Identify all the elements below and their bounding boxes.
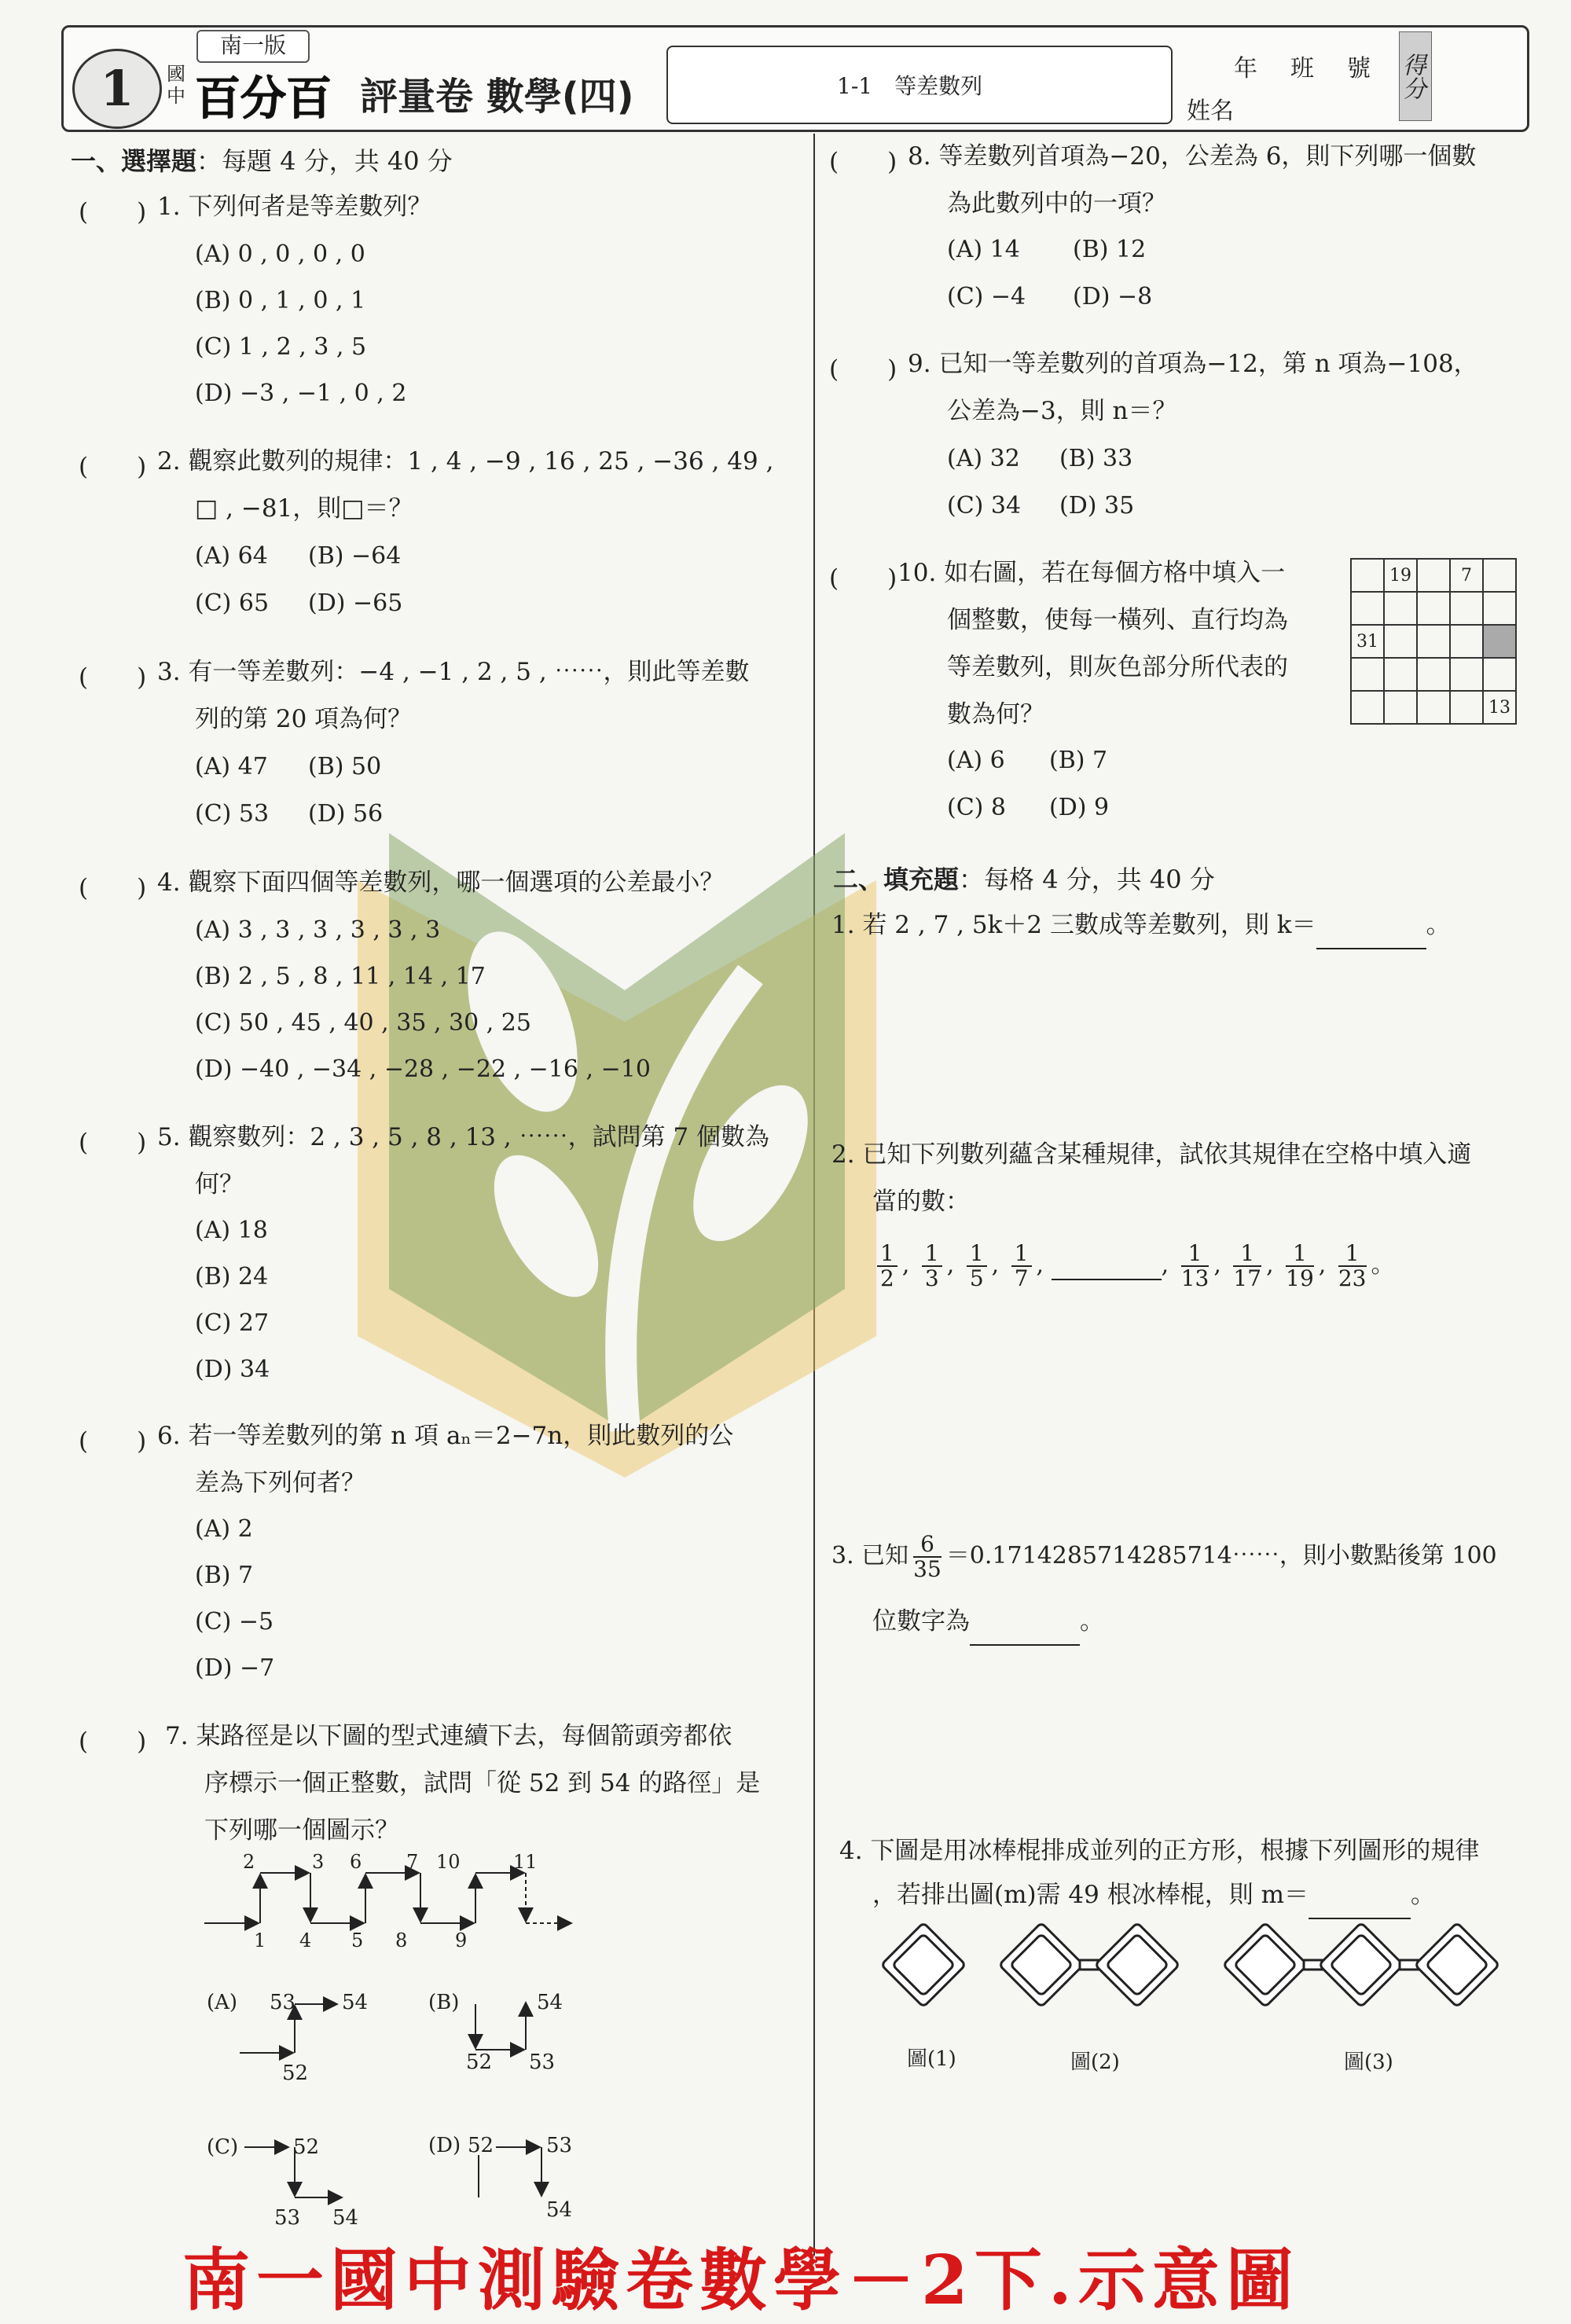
question-8: 8. 等差數列首項為−20，公差為 6，則下列哪一個數 <box>908 142 1477 171</box>
q3-option-c[interactable]: (C) 53 <box>195 800 270 828</box>
answer-paren[interactable]: ( ) <box>79 1727 147 1756</box>
publisher-badge <box>196 30 310 63</box>
question-1: 1. 下列何者是等差數列？ <box>157 193 432 221</box>
q5-option-b[interactable]: (B) 24 <box>195 1263 269 1290</box>
q10-option-b[interactable]: (B) 7 <box>1049 747 1108 774</box>
fill-2-blank[interactable] <box>1052 1251 1162 1280</box>
question-5-line2: 何？ <box>195 1170 244 1199</box>
q7-label: 5 <box>351 1929 364 1951</box>
svg-text:(A): (A) <box>207 1991 238 2014</box>
class-fields: 年 班 號 <box>1234 55 1375 83</box>
q1-option-b[interactable]: (B) 0 , 1 , 0 , 1 <box>195 287 366 314</box>
q8-option-d[interactable]: (D) −8 <box>1073 283 1153 310</box>
answer-paren[interactable]: ( ) <box>829 564 897 593</box>
svg-text:54: 54 <box>546 2198 573 2222</box>
q4-option-d[interactable]: (D) −40 , −34 , −28 , −22 , −16 , −10 <box>195 1056 651 1083</box>
question-7-line3: 下列哪一個圖示？ <box>204 1816 399 1845</box>
q7-label: 9 <box>455 1929 468 1951</box>
q7-label: 11 <box>513 1851 538 1873</box>
question-3-line2: 列的第 20 項為何？ <box>195 705 413 733</box>
q7-label: 3 <box>312 1851 325 1873</box>
question-10-line2: 個整數，使每一橫列、直行均為 <box>947 606 1288 634</box>
question-10: 10. 如右圖，若在每個方格中填入一 <box>897 559 1286 587</box>
q6-option-d[interactable]: (D) −7 <box>195 1654 275 1682</box>
q5-option-a[interactable]: (A) 18 <box>195 1217 268 1244</box>
svg-text:54: 54 <box>537 1991 563 2014</box>
fig-label: 圖(3) <box>1344 2050 1393 2074</box>
section1-heading: 一、選擇題：每題 4 分，共 40 分 <box>71 146 453 176</box>
fill-3: 3. 已知 $\frac{6}{35}$ ＝0.1714285714285714⋯⋯，則小數點後第 100 <box>831 1531 1497 1582</box>
q9-option-d[interactable]: (D) 35 <box>1059 492 1135 520</box>
q2-option-d[interactable]: (D) −65 <box>308 589 403 617</box>
question-2-line2: □ , −81，則□＝？ <box>195 494 413 523</box>
fill-3-line2: 位數字為 。 <box>872 1599 1104 1646</box>
question-9: 9. 已知一等差數列的首項為−12，第 n 項為−108， <box>908 350 1478 378</box>
q5-option-d[interactable]: (D) 34 <box>195 1356 270 1383</box>
svg-text:54: 54 <box>342 1991 369 2014</box>
q7-label: 4 <box>299 1929 312 1951</box>
q7-label: 8 <box>395 1929 408 1951</box>
q7-path-figure <box>200 1851 578 1953</box>
fill-4-line2: ，若排出圖(m)需 49 根冰棒棍，則 m＝ 。 <box>872 1872 1435 1919</box>
q10-grid: 19 7 31 13 <box>1350 558 1517 725</box>
lesson-title: 1-1 等差數列 <box>837 73 983 99</box>
q7-label: 6 <box>350 1851 362 1873</box>
svg-text:53: 53 <box>529 2050 556 2074</box>
fill-4-blank[interactable] <box>1309 1872 1411 1919</box>
svg-text:52: 52 <box>468 2134 494 2157</box>
svg-text:(C): (C) <box>207 2135 239 2159</box>
question-10-line4: 數為何？ <box>947 700 1044 729</box>
series-logo: 百分百 <box>195 72 332 125</box>
svg-text:53: 53 <box>546 2134 573 2157</box>
answer-paren[interactable]: ( ) <box>829 148 897 176</box>
q5-option-c[interactable]: (C) 27 <box>195 1309 270 1337</box>
q10-option-a[interactable]: (A) 6 <box>947 747 1005 774</box>
fill-3-blank[interactable] <box>970 1599 1080 1646</box>
q6-option-a[interactable]: (A) 2 <box>195 1515 253 1543</box>
svg-text:52: 52 <box>282 2061 309 2085</box>
q3-option-a[interactable]: (A) 47 <box>195 753 268 780</box>
fill-1: 1. 若 2 , 7 , 5k＋2 三數成等差數列，則 k＝ 。 <box>831 902 1451 949</box>
q4-option-a[interactable]: (A) 3 , 3 , 3 , 3 , 3 , 3 <box>195 916 441 944</box>
q8-option-b[interactable]: (B) 12 <box>1073 236 1147 263</box>
svg-text:(D): (D) <box>428 2134 461 2157</box>
question-9-line2: 公差為−3，則 n＝？ <box>947 397 1177 425</box>
fill-2-line2: 當的數： <box>872 1188 970 1216</box>
q7-label: 2 <box>243 1851 255 1873</box>
question-6: 6. 若一等差數列的第 n 項 aₙ＝2−7n，則此數列的公 <box>157 1422 734 1450</box>
q6-option-b[interactable]: (B) 7 <box>195 1562 254 1589</box>
q10-option-c[interactable]: (C) 8 <box>947 794 1006 821</box>
answer-paren[interactable]: ( ) <box>79 663 147 692</box>
q4-option-b[interactable]: (B) 2 , 5 , 8 , 11 , 14 , 17 <box>195 963 486 990</box>
q9-option-c[interactable]: (C) 34 <box>947 492 1022 520</box>
q3-option-b[interactable]: (B) 50 <box>308 753 382 780</box>
fill-2: 2. 已知下列數列蘊含某種規律，試依其規律在空格中填入適 <box>831 1140 1472 1169</box>
q4-option-c[interactable]: (C) 50 , 45 , 40 , 35 , 30 , 25 <box>195 1009 531 1037</box>
q7-label: 7 <box>406 1851 419 1873</box>
title-main: 評量卷 數學(四) <box>360 75 634 119</box>
answer-paren[interactable]: ( ) <box>79 198 147 226</box>
fill-4: 4. 下圖是用冰棒棍排成並列的正方形，根據下列圖形的規律 <box>839 1837 1480 1865</box>
svg-text:53: 53 <box>270 1991 296 2014</box>
question-6-line2: 差為下列何者？ <box>195 1469 365 1497</box>
name-label: 姓名 <box>1187 97 1234 125</box>
question-5: 5. 觀察數列：2 , 3 , 5 , 8 , 13 , ⋯⋯，試問第 7 個數為 <box>157 1123 770 1151</box>
answer-paren[interactable]: ( ) <box>829 355 897 384</box>
answer-paren[interactable]: ( ) <box>79 874 147 902</box>
fig-label: 圖(2) <box>1070 2050 1120 2074</box>
answer-paren[interactable]: ( ) <box>79 1129 147 1157</box>
section2-heading: 二、填充題：每格 4 分，共 40 分 <box>833 865 1215 894</box>
volume-badge <box>72 49 162 129</box>
volume-no: 1 <box>100 60 134 117</box>
gray-cell <box>1483 625 1516 658</box>
question-10-line3: 等差數列，則灰色部分所代表的 <box>947 653 1288 681</box>
question-7-line2: 序標示一個正整數，試問「從 52 到 54 的路徑」是 <box>204 1769 761 1797</box>
publisher: 南一版 <box>219 32 286 58</box>
q9-option-b[interactable]: (B) 33 <box>1059 445 1133 472</box>
footer-caption: 南一國中測驗卷數學－2下.示意圖 <box>182 2241 1300 2320</box>
q1-option-d[interactable]: (D) −3 , −1 , 0 , 2 <box>195 380 407 407</box>
question-8-line2: 為此數列中的一項？ <box>947 189 1166 218</box>
q9-option-a[interactable]: (A) 32 <box>947 445 1020 472</box>
fill-1-blank[interactable] <box>1316 902 1426 949</box>
q10-option-d[interactable]: (D) 9 <box>1049 794 1110 821</box>
q2-option-a[interactable]: (A) 64 <box>195 542 268 570</box>
fill-2-sequence: $\frac{1}{2}$ , $\frac{1}{3}$ , $\frac{1}{5}$ , $\frac{1}{7}$ , , $\frac{1}{13}$ , $\frac{1}{17}$ , $\frac{1}{19}$ , $\frac{1}{23}$ 。 <box>872 1242 1395 1290</box>
question-7: 7. 某路徑是以下圖的型式連續下去，每個箭頭旁都依 <box>165 1722 732 1750</box>
fig-label: 圖(1) <box>907 2047 956 2071</box>
q3-option-d[interactable]: (D) 56 <box>308 800 384 828</box>
svg-text:53: 53 <box>274 2206 301 2230</box>
q6-option-c[interactable]: (C) −5 <box>195 1608 274 1636</box>
q7-options-figure[interactable] <box>200 1981 609 2240</box>
school-level: 國中 <box>167 63 185 107</box>
popsicle-figure <box>872 1918 1548 2091</box>
q7-label: 10 <box>436 1851 461 1873</box>
q8-option-a[interactable]: (A) 14 <box>947 236 1020 263</box>
svg-text:54: 54 <box>332 2206 359 2230</box>
svg-text:52: 52 <box>466 2050 493 2074</box>
score-box: 得分 <box>1399 31 1432 121</box>
q1-option-c[interactable]: (C) 1 , 2 , 3 , 5 <box>195 333 367 361</box>
question-4: 4. 觀察下面四個等差數列，哪一個選項的公差最小？ <box>157 868 725 897</box>
q1-option-a[interactable]: (A) 0 , 0 , 0 , 0 <box>195 240 365 268</box>
q7-label: 1 <box>254 1929 266 1951</box>
answer-paren[interactable]: ( ) <box>79 453 147 481</box>
svg-text:52: 52 <box>293 2135 320 2159</box>
q8-option-c[interactable]: (C) −4 <box>947 283 1026 310</box>
answer-paren[interactable]: ( ) <box>79 1427 147 1456</box>
question-2: 2. 觀察此數列的規律：1 , 4 , −9 , 16 , 25 , −36 , 49 , <box>157 447 774 475</box>
q2-option-b[interactable]: (B) −64 <box>308 542 402 570</box>
question-3: 3. 有一等差數列：−4 , −1 , 2 , 5 , ⋯⋯，則此等差數 <box>157 658 750 686</box>
q2-option-c[interactable]: (C) 65 <box>195 589 270 617</box>
svg-text:(B): (B) <box>428 1991 460 2014</box>
